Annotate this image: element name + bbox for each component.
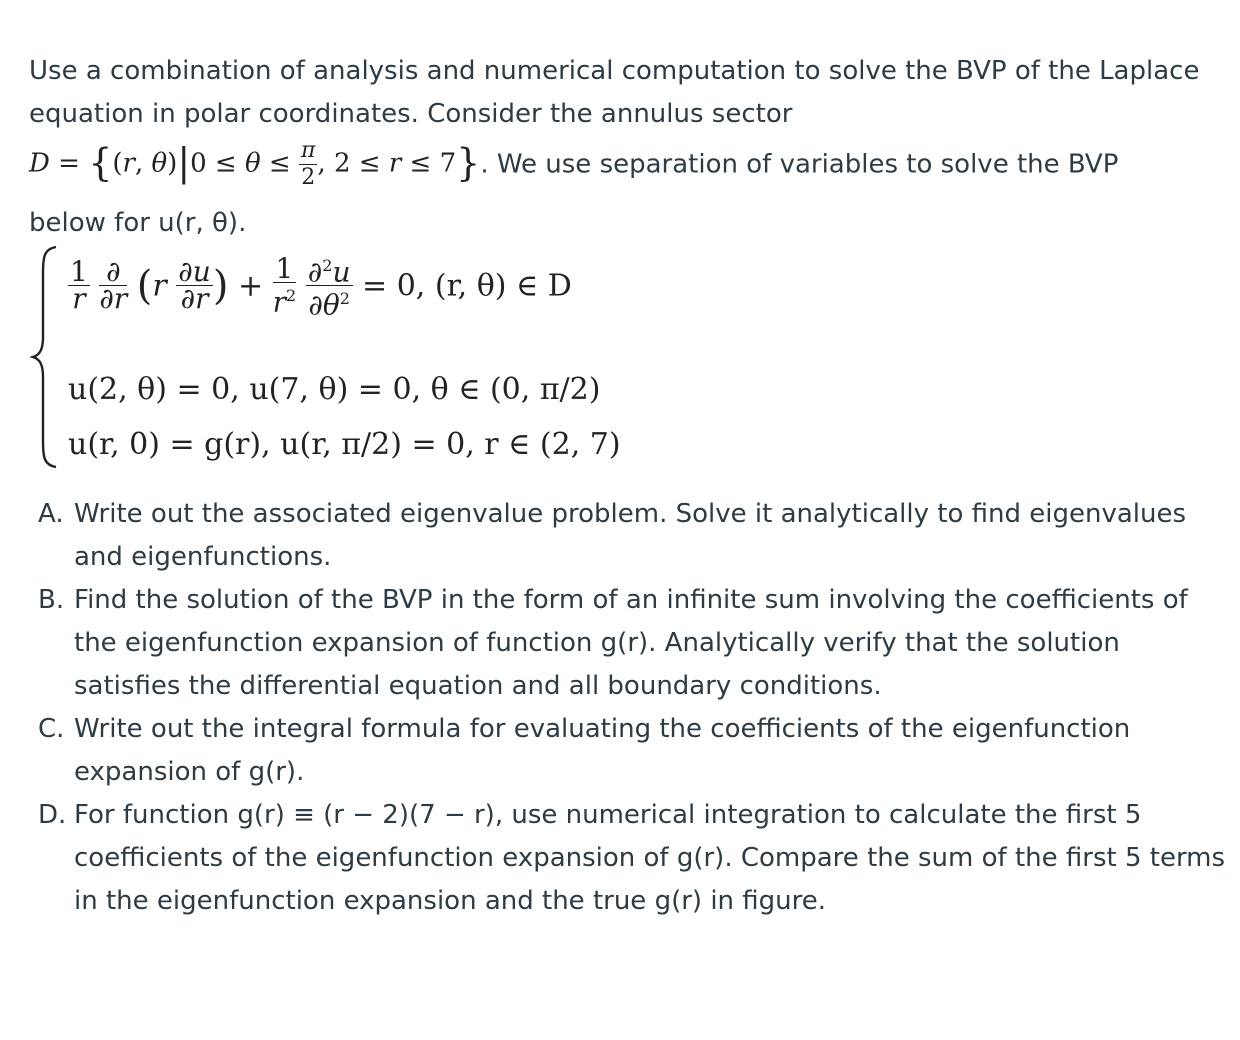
list-item	[38, 579, 1228, 708]
list-item	[38, 493, 1228, 579]
task-text: For function g(r) ≡ (r − 2)(7 − r), use numerical integration to calculate the first 5 coefficients of the eigenfunction expansion of g(r). Compare the sum of the first 5 terms in the eigenfunction expansion and the true g(r) in figure.	[74, 800, 1226, 916]
pde-rhs: = 0, (r, θ) ∈ D	[362, 268, 572, 304]
domain-definition-line	[29, 138, 1118, 198]
task-marker: D.	[38, 800, 67, 830]
domain-expression: D = {(r, θ)|0 ≤ θ ≤ $\frac{\pi}{2}$ , 2 ≤ r ≤ 7}	[29, 138, 481, 190]
intro-line-3: . We use separation of variables to solve the BVP	[480, 149, 1119, 180]
intro-line-1: Use a combination of analysis and numerical computation to solve the BVP of the Laplace	[29, 56, 1200, 86]
task-text: Write out the associated eigenvalue problem. Solve it analytically to find eigenvalues and eigenfunctions.	[74, 499, 1187, 572]
task-text: Write out the integral formula for evaluating the coefficients of the eigenfunction expansion of g(r).	[74, 714, 1131, 787]
task-marker: C.	[38, 714, 65, 744]
left-brace-icon	[30, 245, 60, 470]
task-marker: A.	[38, 499, 64, 529]
intro-line-2: equation in polar coordinates. Consider the annulus sector	[29, 99, 793, 129]
bvp-system	[30, 245, 750, 475]
list-item	[38, 794, 1228, 923]
task-text: Find the solution of the BVP in the form of an infinite sum involving the coefficients of the eigenfunction expansion of function g(r). Analytically verify that the solution satisfies the differential equation and all boundary conditions.	[74, 585, 1188, 701]
bc-r-row: u(r, 0) = g(r), u(r, π/2) = 0, r ∈ (2, 7)	[68, 427, 621, 462]
intro-line-4: below for u(r, θ).	[29, 208, 247, 238]
list-item	[38, 708, 1228, 794]
task-list	[38, 493, 1228, 923]
pde-row: $\frac{1}{r}$ $\frac{\partial}{\partial r}$ (r $\frac{\partial u}{\partial r}$ ) + $\frac{1}{r^2}$ $\frac{\partial^2u}{\partial\theta^2}$ = 0, (r, θ) ∈ D	[70, 252, 572, 322]
bc-theta-row: u(2, θ) = 0, u(7, θ) = 0, θ ∈ (0, π/2)	[68, 372, 601, 407]
task-marker: B.	[38, 585, 65, 615]
